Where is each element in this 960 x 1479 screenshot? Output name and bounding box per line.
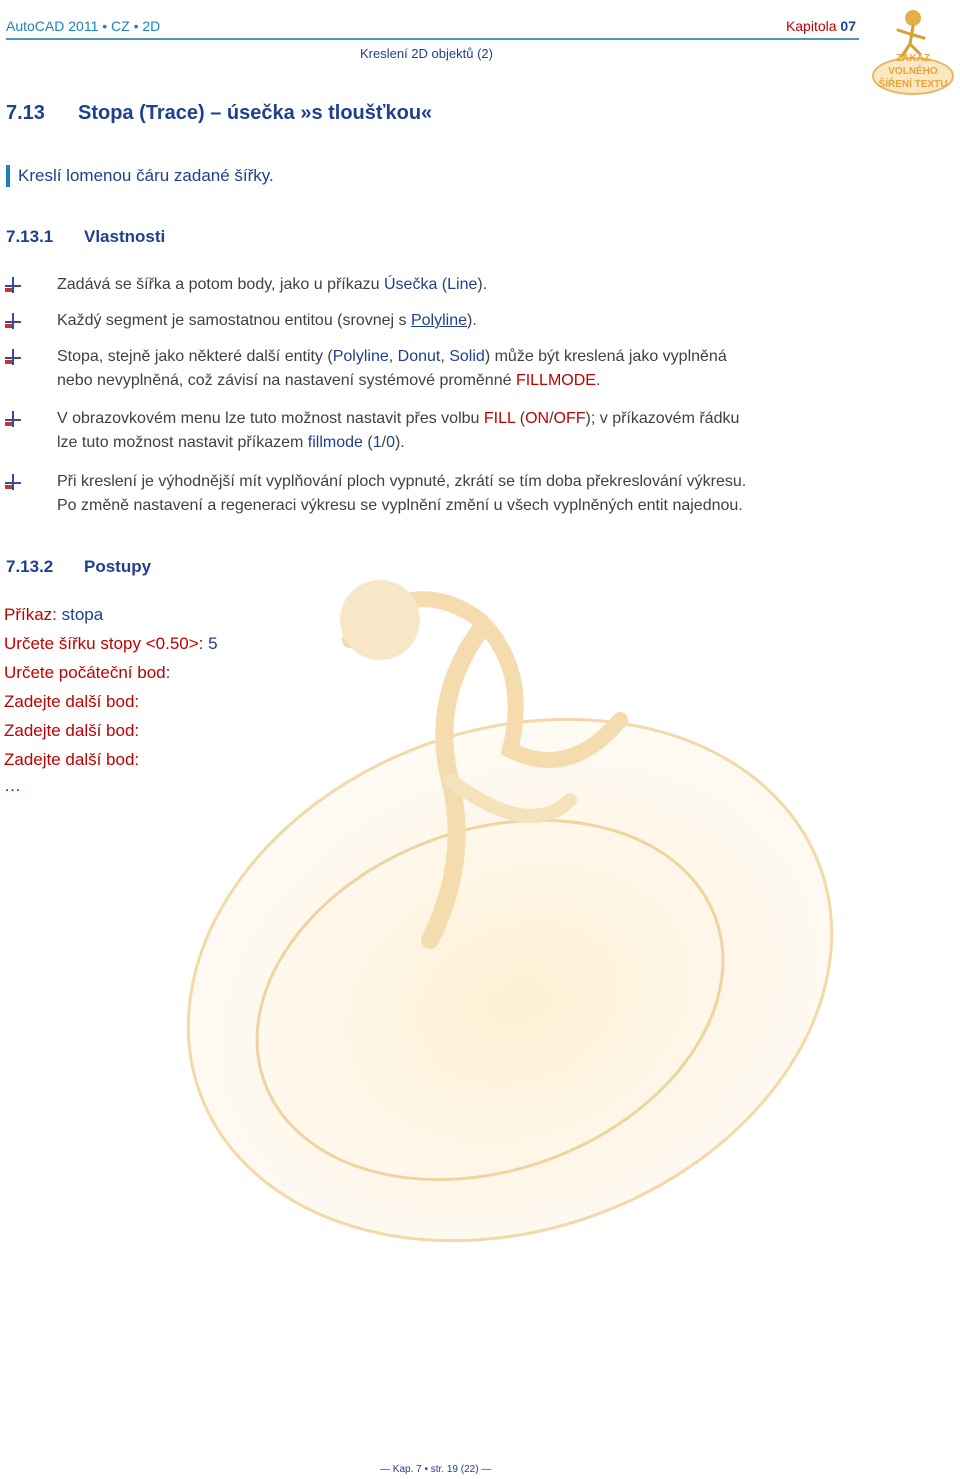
b3-text: Stopa, stejně jako některé další entity ( <box>57 348 333 365</box>
b1-keyword-line: Line <box>447 276 478 293</box>
header-chapter <box>786 18 856 34</box>
b3-keyword-polyline: Polyline <box>332 348 389 365</box>
header-doc-title: AutoCAD 2011 • CZ • 2D <box>6 18 161 34</box>
subsection-title: Postupy <box>84 557 152 576</box>
command-line-1 <box>4 605 103 625</box>
polyline-link[interactable]: Polyline <box>410 312 467 329</box>
cmd-prompt: Určete počáteční bod: <box>4 663 171 682</box>
bullet-item-2 <box>57 309 877 333</box>
b1-keyword-usecka: Úsečka <box>383 276 438 293</box>
b2-text: Každý segment je samostatnou entitou (srovnej s <box>57 312 411 329</box>
section-title: Stopa (Trace) – úsečka »s tloušťkou« <box>78 102 433 124</box>
subsection-title: Vlastnosti <box>84 227 166 246</box>
command-line-3 <box>4 663 170 683</box>
cmd-prompt: Zadejte další bod: <box>4 721 140 740</box>
subsection-heading-properties <box>6 227 165 247</box>
b1-paren-open: ( <box>437 276 448 293</box>
b3-text-2: ) může být kreslená jako vyplněná <box>484 348 727 365</box>
header-chapter-number: 07 <box>840 18 856 34</box>
b4-sep-2: / <box>549 410 554 427</box>
command-line-7 <box>4 776 21 796</box>
b5-line-1: Při kreslení je výhodnější mít vyplňování ploch vypnuté, zkrátí se tím doba překreslování výkresu. <box>57 473 747 490</box>
pin-bullet-icon <box>4 473 22 491</box>
b4-text-3: lze tuto možnost nastavit příkazem <box>57 434 308 451</box>
b4-keyword-fillmode: fillmode <box>307 434 363 451</box>
command-line-2 <box>4 634 218 654</box>
command-line-4 <box>4 692 139 712</box>
bullet-item-3 <box>57 345 877 393</box>
b4-keyword-fill: FILL <box>483 410 516 427</box>
cmd-prompt: Příkaz: <box>4 605 62 624</box>
b4-keyword-off: OFF <box>553 410 586 427</box>
header-chapter-label: Kapitola <box>785 18 837 34</box>
figure-on-mouse-watermark <box>150 420 870 1300</box>
subsection-number: 7.13.2 <box>6 557 54 576</box>
cmd-prompt: Určete šířku stopy <0.50>: <box>4 634 209 653</box>
b3-tail: . <box>595 372 601 389</box>
b4-keyword-0: 0 <box>386 434 395 451</box>
b3-sep-1: , <box>388 348 398 365</box>
b5-line-2: Po změně nastavení a regeneraci výkresu se vyplnění změní u všech vyplněných entit najednou. <box>57 497 743 514</box>
pin-bullet-icon <box>4 410 22 428</box>
pin-bullet-icon <box>4 276 22 294</box>
b4-sep-4: / <box>381 434 387 451</box>
stamp-line-3: ŠÍŘENÍ TEXTU <box>878 79 948 90</box>
section-heading <box>6 102 432 125</box>
header-subtitle: Kreslení 2D objektů (2) <box>360 46 493 61</box>
cmd-prompt: Zadejte další bod: <box>4 750 140 769</box>
command-line-5 <box>4 721 139 741</box>
b3-keyword-solid: Solid <box>449 348 485 365</box>
cmd-input: stopa <box>61 605 104 624</box>
b4-keyword-1: 1 <box>372 434 382 451</box>
cmd-prompt: Zadejte další bod: <box>4 692 140 711</box>
b1-text: Zadává se šířka a potom body, jako u příkazu <box>57 276 384 293</box>
subsection-heading-procedures <box>6 557 151 577</box>
header-rule <box>6 38 859 40</box>
b3-keyword-donut: Donut <box>397 348 441 365</box>
bullet-item-5 <box>57 470 937 518</box>
section-lead: Kreslí lomenou čáru zadané šířky. <box>6 165 274 187</box>
pin-bullet-icon <box>4 312 22 330</box>
stamp-line-2: VOLNÉHO <box>888 66 938 77</box>
b1-tail: ). <box>477 276 488 293</box>
b4-sep-1: ( <box>515 410 526 427</box>
stamp-text <box>868 52 958 91</box>
pin-bullet-icon <box>4 348 22 366</box>
b2-tail: ). <box>467 312 477 329</box>
b4-text-2: ); v příkazovém řádku <box>585 410 740 427</box>
stamp-line-1: ZÁKAZ <box>896 53 930 64</box>
command-line-6 <box>4 750 139 770</box>
bullet-item-1 <box>57 273 877 297</box>
b4-tail: ). <box>394 434 405 451</box>
bullet-item-4 <box>57 407 877 455</box>
b3-sep-2: , <box>440 348 450 365</box>
b4-keyword-on: ON <box>525 410 550 427</box>
b3-text-3: nebo nevyplněná, což závisí na nastavení systémové proměnné <box>57 372 516 389</box>
cmd-prompt: … <box>4 776 21 795</box>
subsection-number: 7.13.1 <box>6 227 54 246</box>
section-number: 7.13 <box>6 102 45 124</box>
page-footer: — Kap. 7 • str. 19 (22) — <box>380 1464 492 1475</box>
b4-sep-3: ( <box>362 434 373 451</box>
b3-keyword-fillmode: FILLMODE <box>515 372 596 389</box>
cmd-input: 5 <box>208 634 218 653</box>
b4-text: V obrazovkovém menu lze tuto možnost nastavit přes volbu <box>57 410 484 427</box>
